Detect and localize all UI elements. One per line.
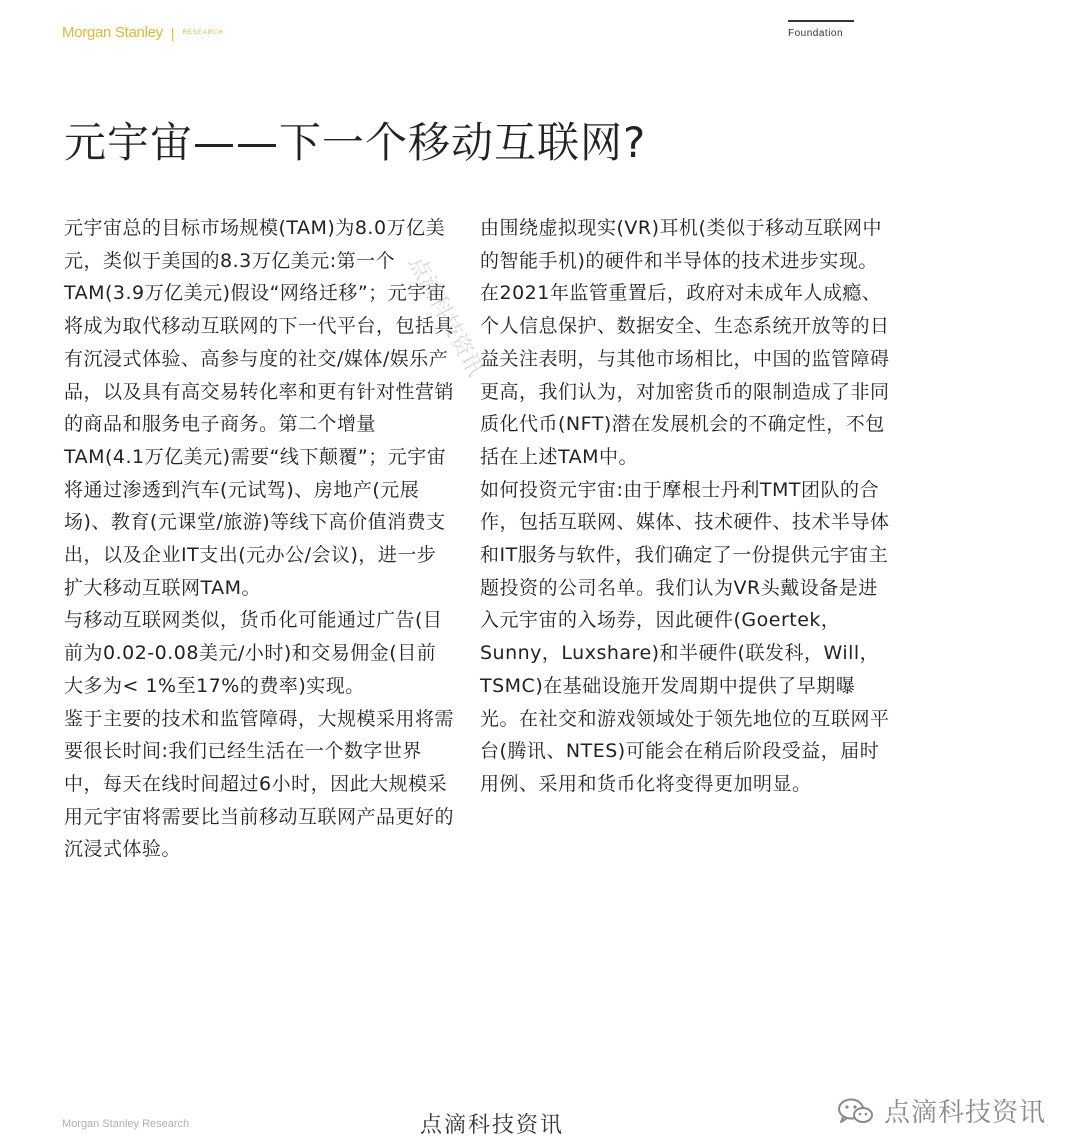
series-label: Foundation bbox=[788, 20, 854, 39]
paragraph: 元宇宙总的目标市场规模(TAM)为8.0万亿美元，类似于美国的8.3万亿美元:第一个TAM(3.9万亿美元)假设“网络迁移”；元宇宙将成为取代移动互联网的下一代平台，包括具有沉浸式体验、高参与度的社交/媒体/娱乐产品，以及具有高交易转化率和更有针对性营销的商品和服务电子商务。第二个增量TAM(4.1万亿美元)需要“线下颠覆”；元宇宙将通过渗透到汽车(元试驾)、房地产(元展场)、教育(元课堂/旅游)等线下高价值消费支出，以及企业IT支出(元办公/会议)，进一步扩大移动互联网TAM。 bbox=[64, 217, 455, 599]
division-label: RESEARCH bbox=[182, 29, 224, 36]
paragraph: 由围绕虚拟现实(VR)耳机(类似于移动互联网中的智能手机)的硬件和半导体的技术进步实现。在2021年监管重置后，政府对未成年人成瘾、个人信息保护、数据安全、生态系统开放等的日益关注表明，与其他市场相比，中国的监管障碍更高，我们认为，对加密货币的限制造成了非同质化代币(NFT)潜在发展机会的不确定性，不包括在上述TAM中。 bbox=[480, 217, 890, 468]
footer-source: Morgan Stanley Research bbox=[62, 1118, 190, 1130]
footer-center-text: 点滴科技资讯 bbox=[420, 1113, 565, 1138]
left-column bbox=[64, 212, 454, 866]
paragraph: 鉴于主要的技术和监管障碍，大规模采用将需要很长时间:我们已经生活在一个数字世界中，每天在线时间超过6小时，因此大规模采用元宇宙将需要比当前移动互联网产品更好的沉浸式体验。 bbox=[64, 707, 455, 861]
paragraph: 与移动互联网类似，货币化可能通过广告(目前为0.02-0.08美元/小时)和交易佣金(目前大多为< 1%至17%的费率)实现。 bbox=[64, 609, 443, 697]
page-title: 元宇宙——下一个移动互联网? bbox=[64, 118, 647, 167]
wechat-icon bbox=[836, 1096, 876, 1126]
logo-separator: | bbox=[170, 24, 175, 41]
right-column bbox=[480, 212, 892, 801]
morgan-stanley-logo bbox=[62, 24, 224, 41]
watermark-text: 点滴科技资讯 bbox=[403, 252, 488, 381]
paragraph: 如何投资元宇宙:由于摩根士丹利TMT团队的合作，包括互联网、媒体、技术硬件、技术半导体和IT服务与软件，我们确定了一份提供元宇宙主题投资的公司名单。我们认为VR头戴设备是进入元宇宙的入场券，因此硬件(Goertek，Sunny，Luxshare)和半硬件(联发科，Will，TSMC)在基础设施开发周期中提供了早期曝光。在社交和游戏领域处于领先地位的互联网平台(腾讯、NTES)可能会在稍后阶段受益，届时用例、采用和货币化将变得更加明显。 bbox=[480, 478, 890, 795]
brand-name: Morgan Stanley bbox=[62, 24, 163, 41]
wechat-account-name: 点滴科技资讯 bbox=[884, 1098, 1047, 1128]
wechat-account-badge bbox=[836, 1092, 1046, 1129]
